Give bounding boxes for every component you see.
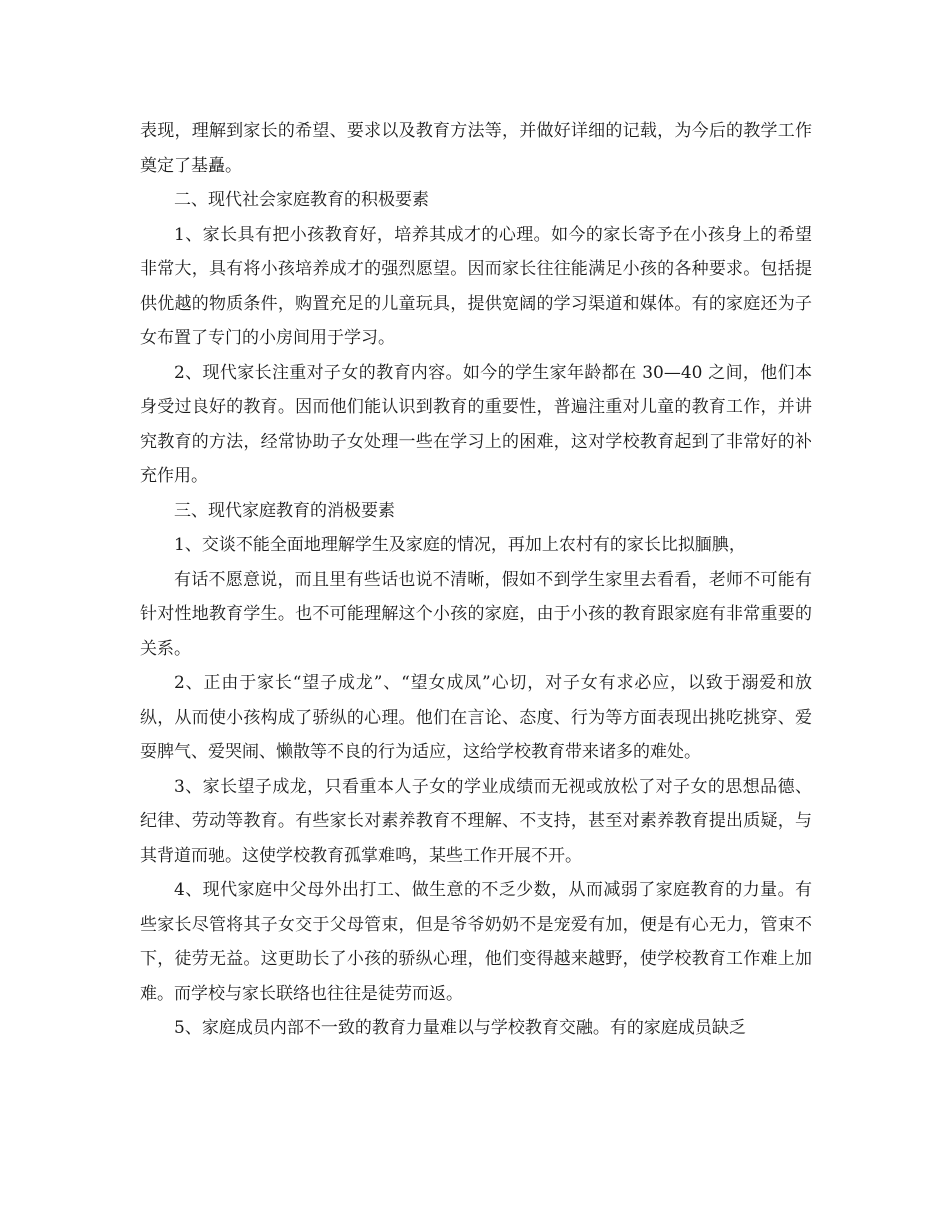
paragraph: 1、交谈不能全面地理解学生及家庭的情况，再加上农村有的家长比拟腼腆， (174, 535, 746, 555)
document-page (140, 114, 812, 1046)
paragraph: 2、现代家长注重对子女的教育内容。如今的学生家年龄都在 30—40 之间，他们本身受过良好的教育。因而他们能认识到教育的重要性，普遍注重对儿童的教育工作，并讲究教育的方法，经常协助子女处理一些在学习上的困难，这对学校教育起到了非常好的补充作用。 (140, 362, 812, 486)
paragraph-continuation: 表现，理解到家长的希望、要求以及教育方法等，并做好详细的记载，为今后的教学工作奠定了基矗。 (140, 121, 812, 176)
paragraph: 2、正由于家长“望子成龙”、“望女成凤”心切，对子女有求必应，以致于溺爱和放纵，从而使小孩构成了骄纵的心理。他们在言论、态度、行为等方面表现出挑吃挑穿、爱耍脾气、爱哭闹、懒散等不良的行为适应，这给学校教育带来诸多的难处。 (140, 673, 812, 762)
section-heading-2: 二、现代社会家庭教育的积极要素 (174, 190, 429, 210)
paragraph: 5、家庭成员内部不一致的教育力量难以与学校教育交融。有的家庭成员缺乏 (174, 1018, 746, 1038)
paragraph: 3、家长望子成龙，只看重本人子女的学业成绩而无视或放松了对子女的思想品德、纪律、劳动等教育。有些家长对素养教育不理解、不支持，甚至对素养教育提出质疑，与其背道而驰。这使学校教育孤掌难鸣，某些工作开展不开。 (140, 776, 812, 866)
paragraph: 1、家长具有把小孩教育好，培养其成才的心理。如今的家长寄予在小孩身上的希望非常大，具有将小孩培养成才的强烈愿望。因而家长往往能满足小孩的各种要求。包括提供优越的物质条件，购置充足的儿童玩具，提供宽阔的学习渠道和媒体。有的家庭还为子女布置了专门的小房间用于学习。 (140, 224, 812, 348)
paragraph: 4、现代家庭中父母外出打工、做生意的不乏少数，从而减弱了家庭教育的力量。有些家长尽管将其子女交于父母管束，但是爷爷奶奶不是宠爱有加，便是有心无力，管束不下，徒劳无益。这更助长了小孩的骄纵心理，他们变得越来越野，使学校教育工作难上加难。而学校与家长联络也往往是徒劳而返。 (140, 880, 812, 1004)
paragraph: 有话不愿意说，而且里有些话也说不清晰，假如不到学生家里去看看，老师不可能有针对性地教育学生。也不可能理解这个小孩的家庭，由于小孩的教育跟家庭有非常重要的关系。 (140, 569, 812, 659)
section-heading-3: 三、现代家庭教育的消极要素 (174, 500, 395, 521)
